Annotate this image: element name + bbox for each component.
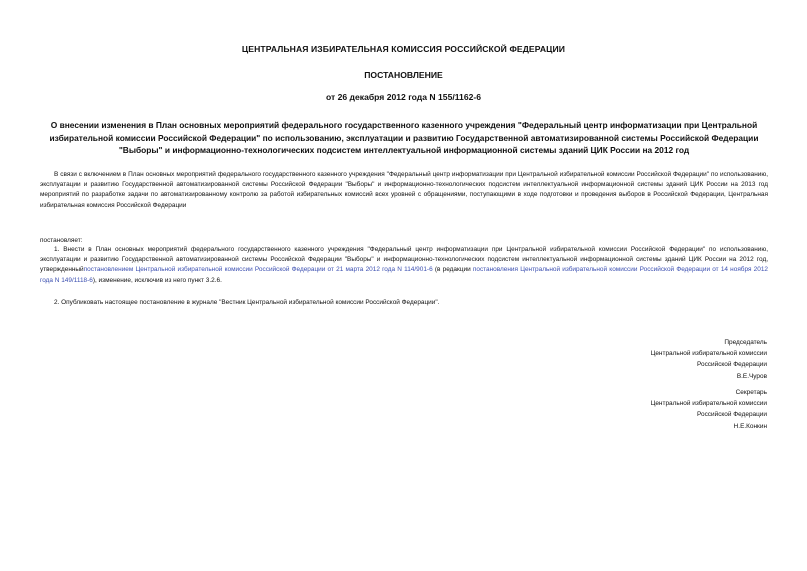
secretary-signature-block	[651, 387, 767, 432]
signature-role: Председатель	[724, 339, 767, 346]
document-date-number: от 26 декабря 2012 года N 155/1162-6	[325, 92, 482, 102]
signature-org-line-2: Российской Федерации	[696, 361, 767, 369]
signature-org-line-1: Центральной избирательной комиссии	[650, 400, 767, 408]
organization-heading: ЦЕНТРАЛЬНАЯ ИЗБИРАТЕЛЬНАЯ КОМИССИЯ РОССИЙСКОЙ ФЕДЕРАЦИИ	[241, 44, 566, 54]
item-1-text-end: ), изменение, исключив из него пункт 3.2.6.	[92, 276, 222, 284]
chairman-signature-block	[651, 337, 767, 382]
preamble-paragraph: В связи с включением в План основных мероприятий федерального государственного казенного учреждения "Федеральный центр информатизации при Центральной избирательной комиссии Российской Федерации" по использованию, эксплуатации и развитию Государственной автоматизированной системы Российской Федерации "Выборы" и информационно-технологических подсистем интеллектуальной информационной системы зданий ЦИК России на 2013 год мероприятий по разработке задачи по автоматизированному контролю за работой избирательных комиссий всех уровней с обращениями, поступающими в ходе подготовки и проведения выборов в Российской Федерации, Центральная избирательная комиссия Российской Федерации	[40, 171, 768, 209]
resolution-link-149-1118[interactable]: постановления Центральной избирательной комиссии Российской Федерации от 14 ноября 2012 года N 149/1118-6	[40, 266, 769, 284]
document-type: ПОСТАНОВЛЕНИЕ	[364, 70, 443, 80]
signature-org-line-1: Центральной избирательной комиссии	[650, 350, 767, 358]
document-title: О внесении изменения в План основных мероприятий федерального государственного казенного учреждения "Федеральный центр информатизации при Центральной избирательной комиссии Российской Федерации" по использованию, эксплуатации и развитию Государственной автоматизированной системы Российской Федерации "Выборы" и информационно-технологических подсистем интеллектуальной информационной системы зданий ЦИК России на 2012 год	[49, 120, 759, 156]
item-1-text-start: 1. Внести в План основных мероприятий федерального государственного казенного учреждения "Федеральный центр информатизации при Центральной избирательной комиссии Российской Федерации" по использованию, эксплуатации и развитию Государственной автоматизированной системы Российской Федерации "Выборы" и информационно-технологических подсистем интеллектуальной информационной системы зданий ЦИК России на 2012 год, утвержденный	[40, 246, 768, 274]
signature-name: В.Е.Чуров	[736, 372, 767, 380]
signature-org-line-2: Российской Федерации	[696, 411, 767, 419]
signature-role: Секретарь	[735, 389, 767, 396]
signature-name: Н.Е.Конкин	[733, 422, 767, 430]
resolution-link-114-901[interactable]: постановлением Центральной избирательной комиссии Российской Федерации от 21 марта 2012 года N 114/901-6	[83, 266, 433, 274]
item-2-paragraph: 2. Опубликовать настоящее постановление в журнале "Вестник Центральной избирательной комиссии Российской Федерации".	[54, 299, 440, 306]
item-1-text-mid: (в редакции	[432, 266, 473, 274]
resolves-label: постановляет:	[40, 237, 83, 244]
item-1-paragraph	[40, 245, 768, 286]
